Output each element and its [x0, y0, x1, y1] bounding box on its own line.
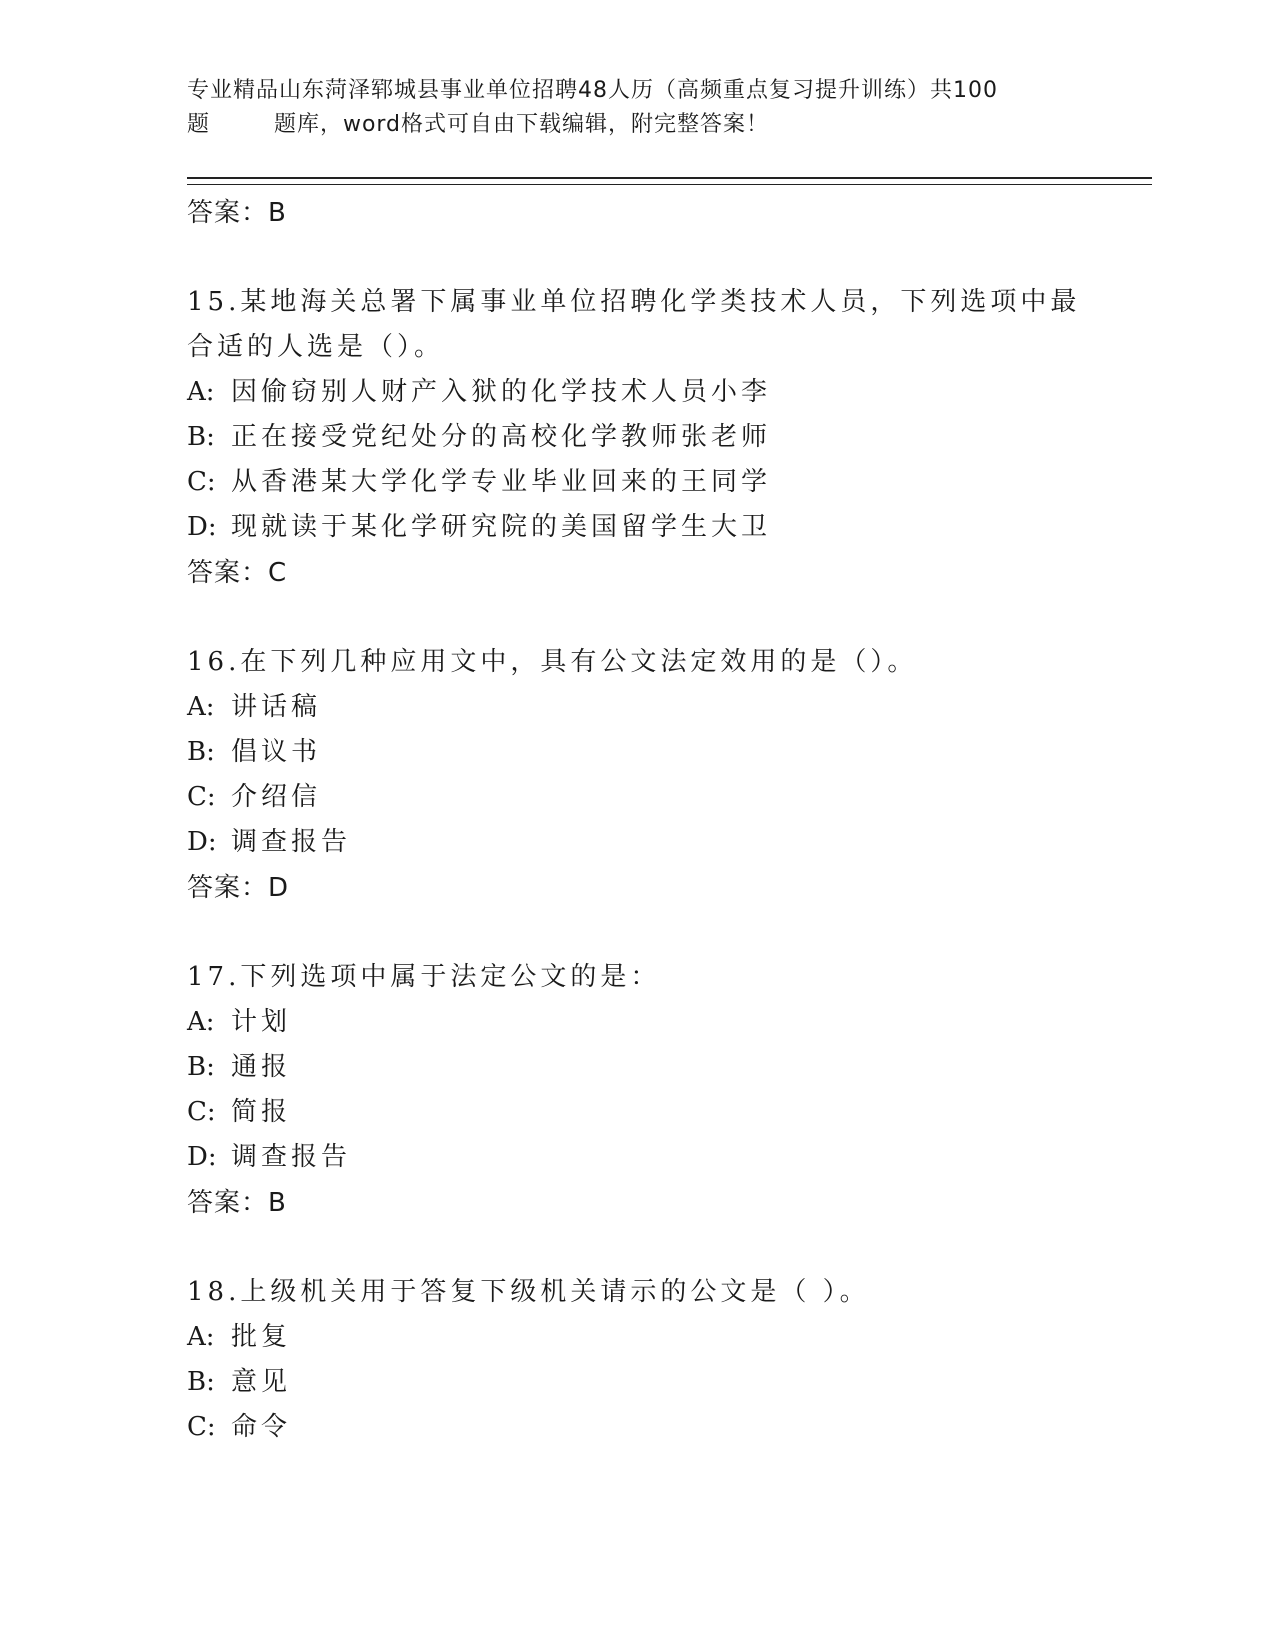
option-text: 因偷窃别人财产入狱的化学技术人员小李 — [231, 377, 772, 407]
option-key: A: — [187, 377, 215, 407]
option-key: B: — [187, 1052, 215, 1082]
option-text: 介绍信 — [231, 782, 322, 812]
option-key: D: — [187, 512, 217, 542]
option-b — [187, 730, 1152, 775]
document-body — [187, 190, 1152, 1450]
option-text: 正在接受党纪处分的高校化学教师张老师 — [231, 422, 772, 452]
option-a — [187, 685, 1152, 730]
question-text: 18.上级机关用于答复下级机关请示的公文是（ ）。 — [187, 1277, 870, 1307]
header-divider-thick — [187, 177, 1152, 179]
option-c — [187, 775, 1152, 820]
header-divider-thin — [187, 184, 1152, 185]
option-key: C: — [187, 782, 216, 812]
option-text: 命令 — [231, 1412, 292, 1442]
option-text: 调查报告 — [231, 1142, 352, 1172]
question-18 — [187, 1270, 1152, 1450]
option-key: C: — [187, 1097, 216, 1127]
question-16 — [187, 640, 1152, 911]
option-b — [187, 415, 1152, 460]
option-text: 批复 — [231, 1322, 292, 1352]
option-d — [187, 505, 1152, 550]
option-key: B: — [187, 737, 215, 767]
answer-line: 答案：B — [187, 198, 287, 228]
option-key: B: — [187, 1367, 215, 1397]
option-text: 倡议书 — [231, 737, 322, 767]
option-key: D: — [187, 827, 217, 857]
option-text: 计划 — [231, 1007, 292, 1037]
option-text: 讲话稿 — [231, 692, 322, 722]
option-a — [187, 1000, 1152, 1045]
question-text: 15.某地海关总署下属事业单位招聘化学类技术人员，下列选项中最合适的人选是（）。 — [187, 287, 1081, 362]
option-text: 从香港某大学化学专业毕业回来的王同学 — [231, 467, 772, 497]
option-d — [187, 820, 1152, 865]
option-a — [187, 370, 1152, 415]
header-title-line: 专业精品山东菏泽郓城县事业单位招聘48人历（高频重点复习提升训练）共100 — [187, 78, 998, 103]
answer-line: 答案：D — [187, 873, 290, 903]
option-c — [187, 1405, 1152, 1450]
option-key: A: — [187, 1007, 215, 1037]
option-key: C: — [187, 467, 216, 497]
option-key: C: — [187, 1412, 216, 1442]
option-key: D: — [187, 1142, 217, 1172]
option-a — [187, 1315, 1152, 1360]
question-15 — [187, 280, 1152, 596]
option-b — [187, 1045, 1152, 1090]
question-17 — [187, 955, 1152, 1226]
option-key: A: — [187, 1322, 215, 1352]
option-key: B: — [187, 422, 215, 452]
answer-line: 答案：C — [187, 558, 288, 588]
page-header — [187, 74, 1067, 142]
option-c — [187, 460, 1152, 505]
option-b — [187, 1360, 1152, 1405]
option-text: 调查报告 — [231, 827, 352, 857]
question-text: 17.下列选项中属于法定公文的是： — [187, 962, 661, 992]
question-text: 16.在下列几种应用文中，具有公文法定效用的是（）。 — [187, 647, 918, 677]
header-subtitle-line: 题 题库，word格式可自由下载编辑，附完整答案！ — [187, 112, 770, 137]
answer-line: 答案：B — [187, 1188, 287, 1218]
option-key: A: — [187, 692, 215, 722]
option-d — [187, 1135, 1152, 1180]
option-text: 意见 — [231, 1367, 292, 1397]
option-c — [187, 1090, 1152, 1135]
option-text: 现就读于某化学研究院的美国留学生大卫 — [231, 512, 772, 542]
option-text: 通报 — [231, 1052, 292, 1082]
option-text: 简报 — [231, 1097, 292, 1127]
